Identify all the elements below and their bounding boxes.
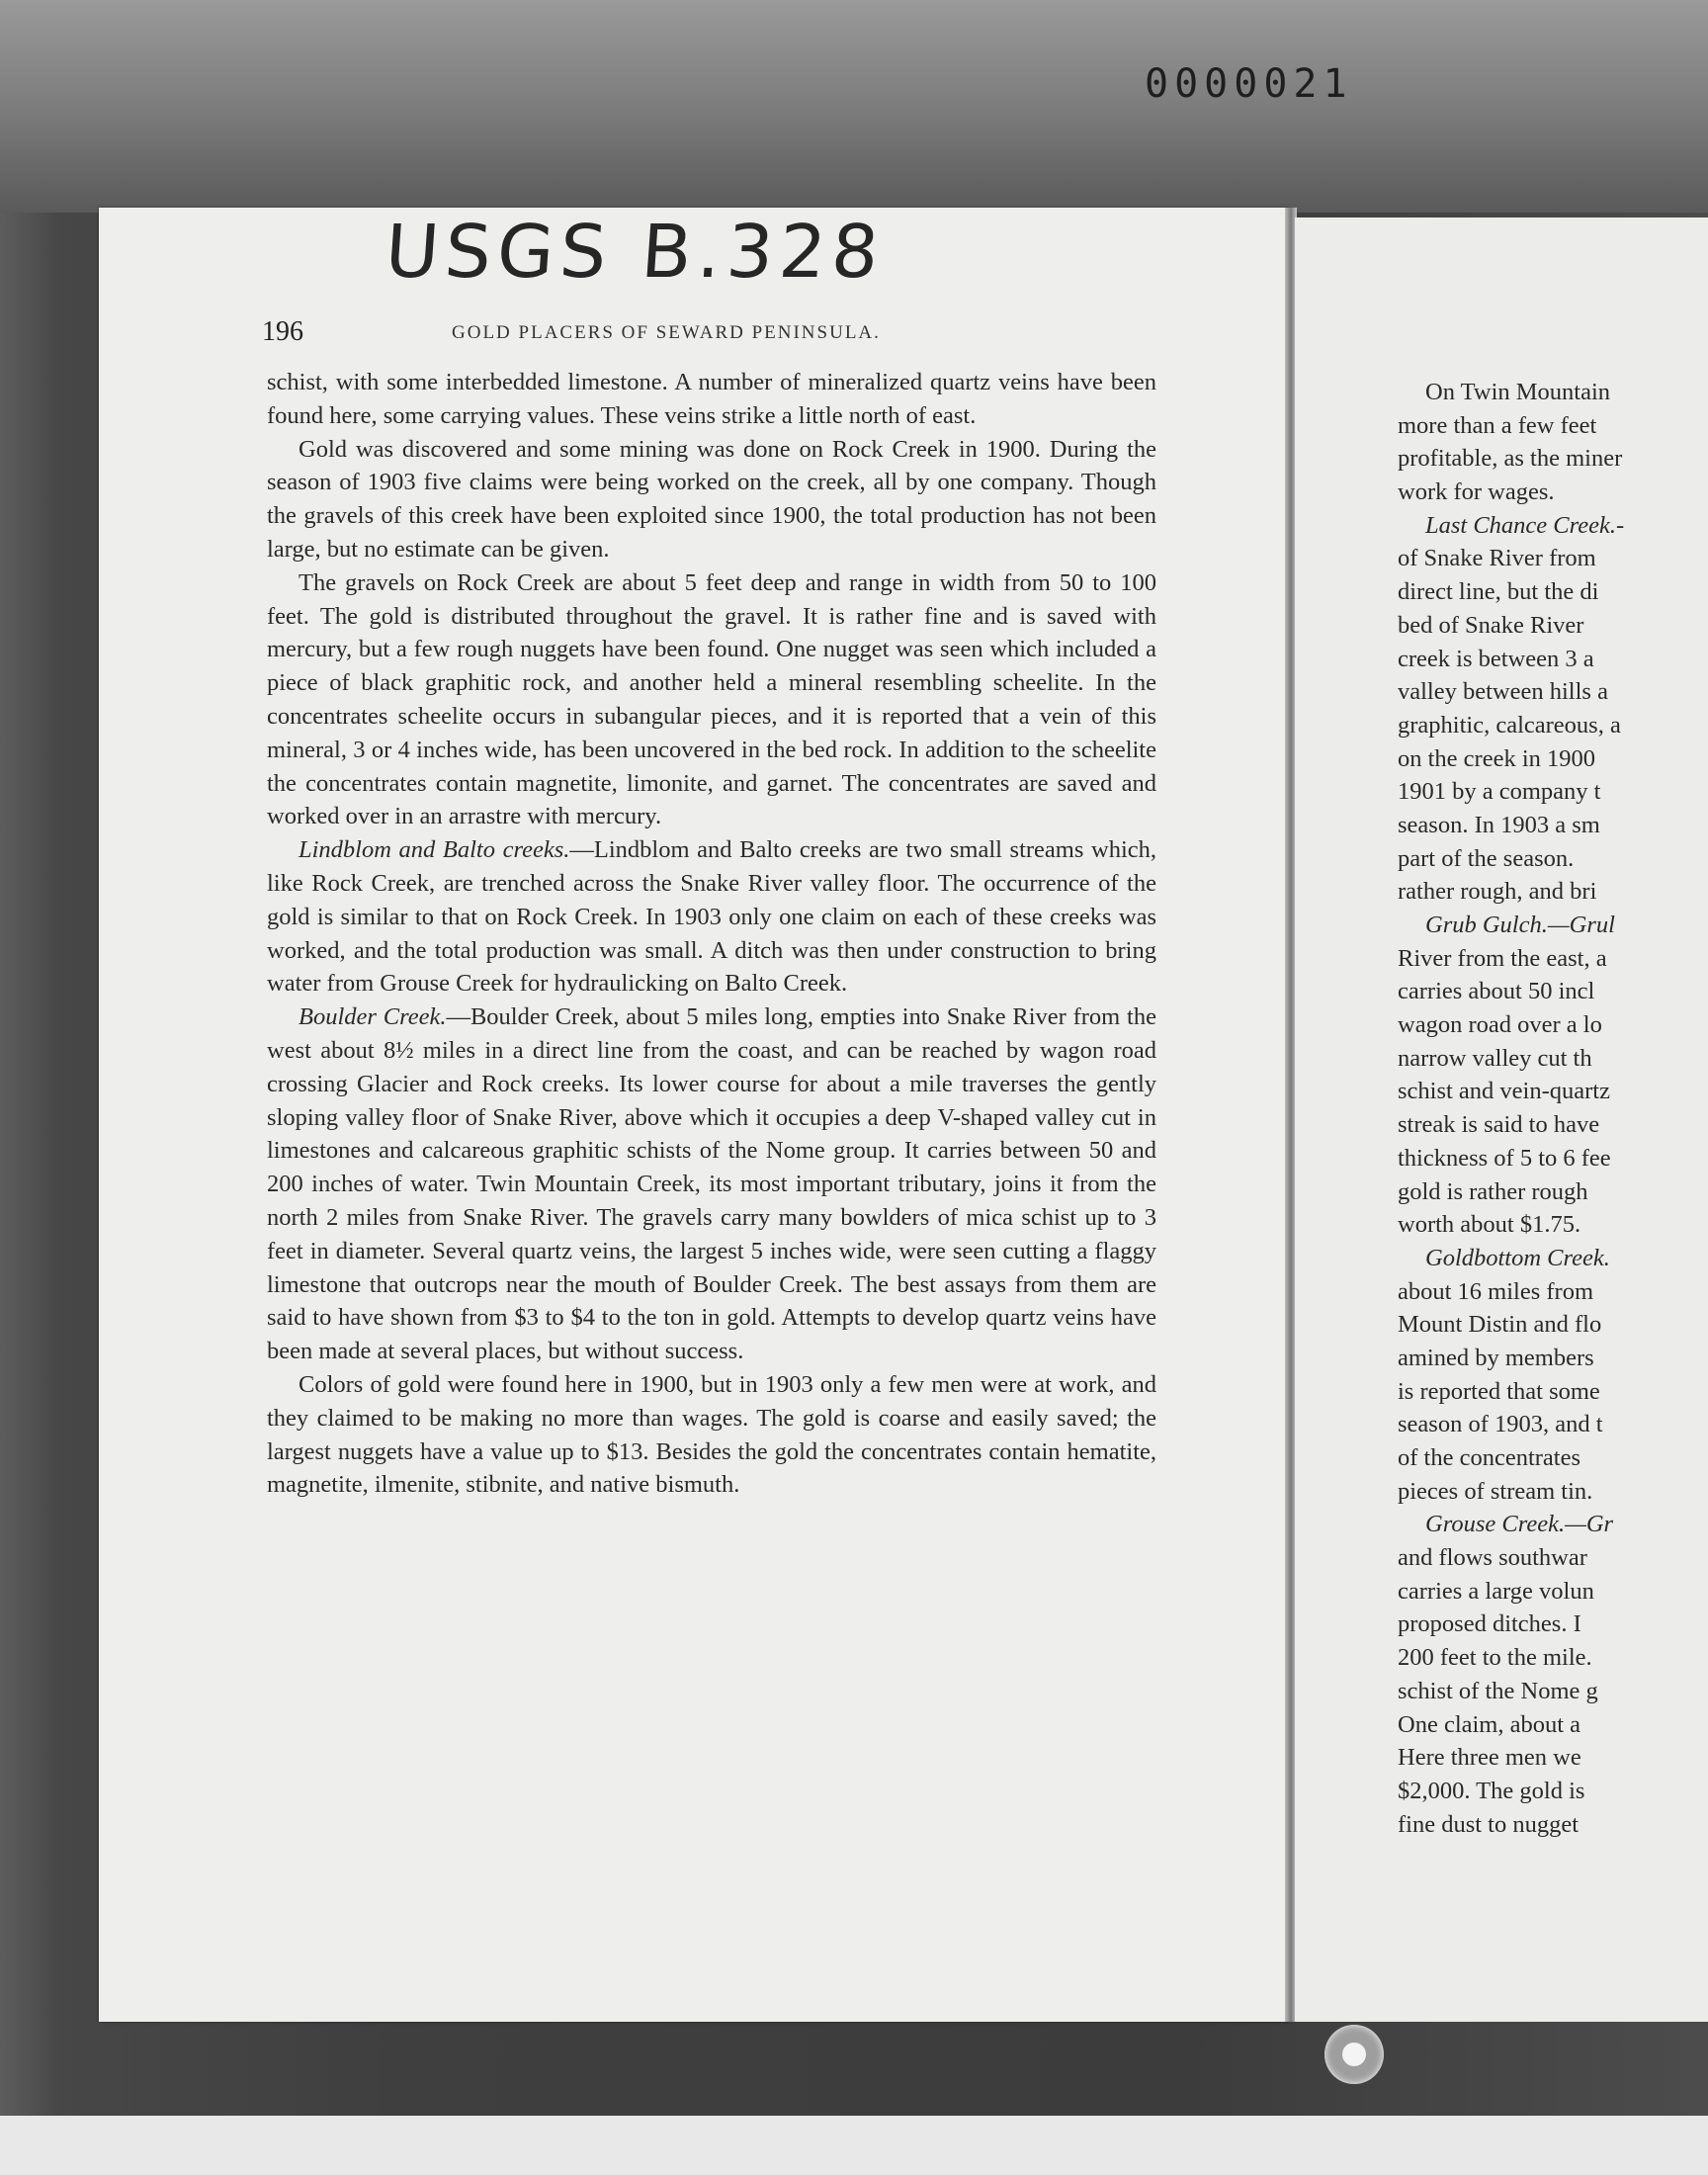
right-page-line: season of 1903, and t xyxy=(1398,1411,1603,1438)
right-page-line: and flows southwar xyxy=(1398,1544,1587,1572)
right-page-line: carries a large volun xyxy=(1398,1577,1594,1605)
binding-hole xyxy=(1324,2025,1384,2084)
right-page-line: Grub Gulch.—Grul xyxy=(1425,912,1615,938)
right-page-line: schist and vein-quartz xyxy=(1398,1078,1610,1105)
right-page-line: fine dust to nugget xyxy=(1398,1810,1580,1838)
page-number: 196 xyxy=(262,316,303,347)
right-page-line: Mount Distin and flo xyxy=(1398,1311,1602,1339)
right-page-line: amined by members xyxy=(1398,1344,1594,1371)
right-page-line: carries about 50 incl xyxy=(1398,978,1595,1005)
right-page-line: of Snake River from xyxy=(1398,545,1596,572)
section-heading: Lindblom and Balto creeks. xyxy=(299,836,570,864)
right-page-line: gold is rather rough xyxy=(1398,1177,1588,1205)
right-page-line: season. In 1903 a sm xyxy=(1398,811,1600,838)
paragraph: The gravels on Rock Creek are about 5 feet deep and range in width from 50 to 100 feet. The gold is distributed throughout the gravel. It is rather fine and is saved with mercury, but a few rough nuggets have been found. One nugget was seen which included a piece of black graphitic rock, and another held a mineral resembling scheelite. In the concentrates scheelite occurs in subangular pieces, and it is reported that a vein of this mineral, 3 or 4 inches wide, has been uncovered in the bed rock. In addition to the scheelite the concentrates contain magnetite, limonite, and garnet. The concentrates are saved and worked over in an arrastre with mercury. xyxy=(267,568,1156,830)
handwritten-label: USGS B.328 xyxy=(382,210,888,295)
right-page-line: work for wages. xyxy=(1398,478,1555,506)
right-page-line: part of the season. xyxy=(1398,844,1575,872)
right-page-line: more than a few feet xyxy=(1398,411,1597,439)
right-page-line: bed of Snake River xyxy=(1398,611,1584,639)
paragraph: schist, with some interbedded limestone. A number of mineralized quartz veins have been found here, some carrying values. These veins strike a little north of east. xyxy=(267,369,1156,429)
right-page-line: valley between hills a xyxy=(1398,678,1608,706)
right-page-line: thickness of 5 to 6 fee xyxy=(1398,1144,1611,1172)
right-page-line: River from the east, a xyxy=(1398,944,1607,972)
right-page-line: wagon road over a lo xyxy=(1398,1011,1602,1039)
right-page-line: One claim, about a xyxy=(1398,1710,1581,1738)
document-id-stamp: 0000021 xyxy=(1145,61,1353,107)
right-page-line: On Twin Mountain xyxy=(1425,379,1611,405)
right-page-line: worth about $1.75. xyxy=(1398,1211,1581,1239)
section-boulder xyxy=(267,1000,1156,1368)
paragraph: Colors of gold were found here in 1900, but in 1903 only a few men were at work, and they claimed to be making no more than wages. The gold is coarse and easily saved; the largest nuggets have a value up to $13. Besides the gold the concentrates contain hematite, magnetite, ilmenite, stibnite, and native bismuth. xyxy=(267,1370,1156,1499)
right-page-line: pieces of stream tin. xyxy=(1398,1477,1593,1505)
section-body: —Boulder Creek, about 5 miles long, empties into Snake River from the west about 8½ miles in a direct line from the coast, and can be reached by wagon road crossing Glacier and Rock creeks. Its lower course for about a mile traverses the gently sloping valley floor of Snake River, above which it occupies a deep V-shaped valley cut in limestones and calcareous graphitic schists of the Nome group. It carries between 50 and 200 inches of water. Twin Mountain Creek, its most important tributary, joins it from the north 2 miles from Snake River. The gravels carry many bowlders of mica schist up to 3 feet in diameter. Several quartz veins, the largest 5 inches wide, were seen cutting a flaggy limestone that outcrops near the mouth of Boulder Creek. The best assays from them are said to have shown from $3 to $4 to the ton in gold. Attempts to develop quartz veins have been made at several places, but without success. xyxy=(267,1003,1156,1365)
section-heading: Boulder Creek. xyxy=(299,1003,447,1031)
right-page-line: Here three men we xyxy=(1398,1744,1581,1772)
right-page-line: rather rough, and bri xyxy=(1398,878,1597,906)
right-page-line: $2,000. The gold is xyxy=(1398,1777,1585,1804)
right-page-fragment xyxy=(1398,376,1708,1841)
right-page-line: of the concentrates xyxy=(1398,1444,1581,1471)
right-page-line: Goldbottom Creek. xyxy=(1425,1244,1610,1271)
right-page-line: on the creek in 1900 xyxy=(1398,744,1596,772)
scan-top-shadow xyxy=(0,0,1708,213)
right-page-line: Grouse Creek.—Gr xyxy=(1425,1511,1614,1538)
section-body: —Lindblom and Balto creeks are two small streams which, like Rock Creek, are trenched across the Snake River valley floor. The occurrence of the gold is similar to that on Rock Creek. In 1903 only one claim on each of these creeks was worked, and the total production was small. A ditch was then under construction to bring water from Grouse Creek for hydraulicking on Balto Creek. xyxy=(267,836,1157,998)
right-page-line: creek is between 3 a xyxy=(1398,645,1594,672)
scan-bottom-margin xyxy=(0,2116,1708,2175)
right-page-line: schist of the Nome g xyxy=(1398,1677,1598,1704)
running-head: GOLD PLACERS OF SEWARD PENINSULA. xyxy=(452,322,881,343)
right-page-line: direct line, but the di xyxy=(1398,578,1599,606)
paragraph: Gold was discovered and some mining was done on Rock Creek in 1900. During the season of 1903 five claims were being worked on the creek, all by one company. Though the gravels of this creek have been exploited since 1900, the total production has not been large, but no estimate can be given. xyxy=(267,435,1156,563)
right-page-line: 200 feet to the mile. xyxy=(1398,1644,1592,1672)
right-page-line: proposed ditches. I xyxy=(1398,1610,1581,1638)
right-page-line: Last Chance Creek.- xyxy=(1425,511,1625,539)
right-page-line: 1901 by a company t xyxy=(1398,778,1601,806)
right-page-line: narrow valley cut th xyxy=(1398,1044,1592,1072)
right-page-line: is reported that some xyxy=(1398,1377,1600,1405)
right-page-line: graphitic, calcareous, a xyxy=(1398,711,1621,739)
right-page-line: streak is said to have xyxy=(1398,1111,1600,1139)
left-page-body xyxy=(267,366,1156,1502)
right-page-line: about 16 miles from xyxy=(1398,1277,1594,1305)
section-lindblom xyxy=(267,833,1156,1000)
right-page-line: profitable, as the miner xyxy=(1398,445,1623,473)
